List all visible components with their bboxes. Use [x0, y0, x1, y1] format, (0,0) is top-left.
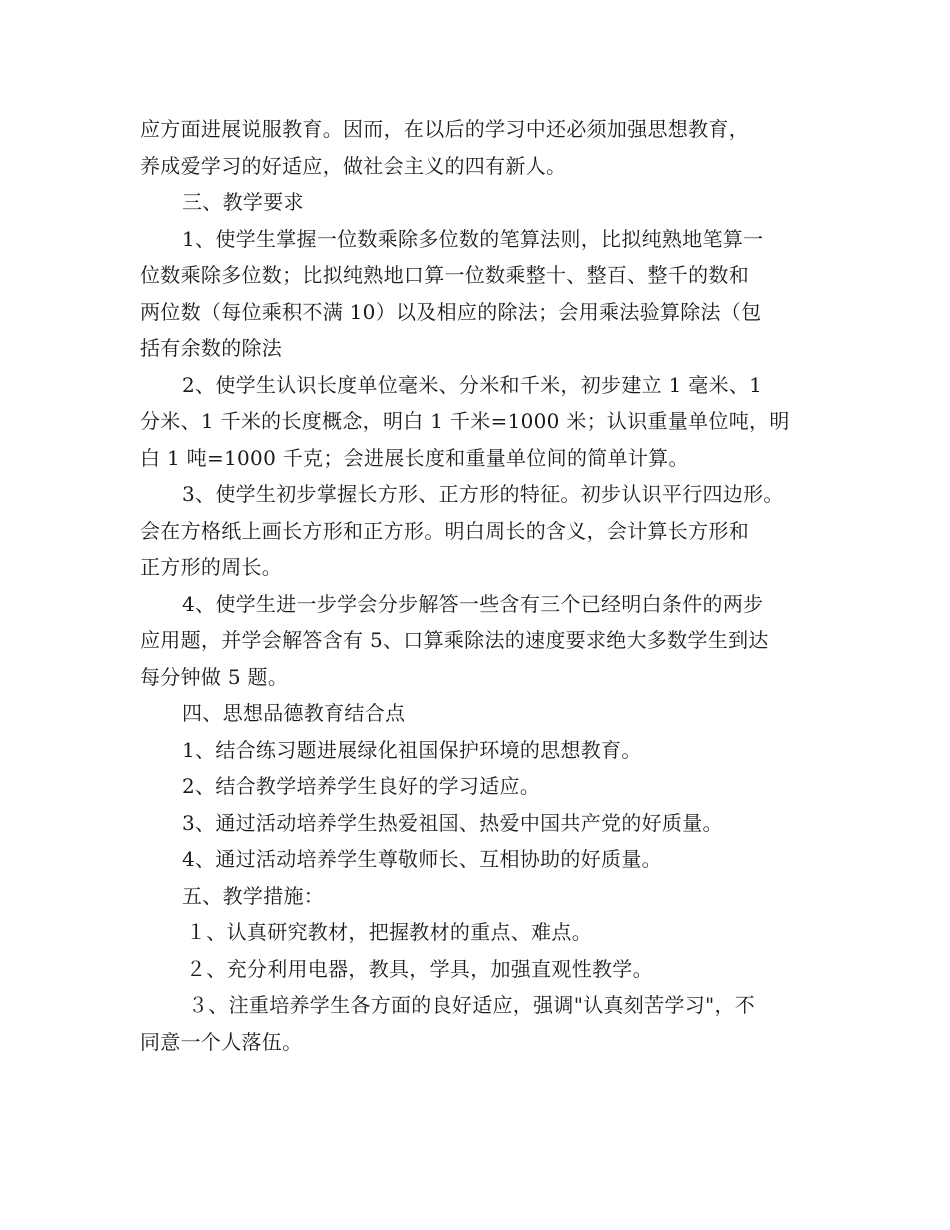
paragraph-line: 白 1 吨=1000 千克；会进展长度和重量单位间的简单计算。 — [140, 445, 689, 470]
paragraph-line: 两位数（每位乘积不满 10）以及相应的除法；会用乘法验算除法（包 — [140, 299, 762, 324]
paragraph-line: 4、通过活动培养学生尊敬师长、互相协助的好质量。 — [182, 847, 662, 871]
paragraph-line: 括有余数的除法 — [140, 336, 283, 360]
section-heading: 五、教学措施： — [182, 883, 325, 908]
paragraph-line: ３、注重培养学生各方面的良好适应，强调"认真刻苦学习"，不 — [188, 993, 756, 1017]
paragraph-line: 1、使学生掌握一位数乘除多位数的笔算法则，比拟纯熟地笔算一 — [182, 226, 764, 251]
paragraph-line: 正方形的周长。 — [140, 555, 283, 579]
paragraph-line: 每分钟做 5 题。 — [140, 664, 289, 689]
paragraph-line: ２、充分利用电器，教具，学具，加强直观性教学。 — [186, 956, 653, 981]
paragraph-line: 养成爱学习的好适应，做社会主义的四有新人。 — [140, 153, 567, 178]
document-body — [140, 111, 820, 1060]
paragraph-line: 位数乘除多位数；比拟纯熟地口算一位数乘整十、整百、整千的数和 — [140, 263, 749, 287]
paragraph-line: 应方面进展说服教育。因而，在以后的学习中还必须加强思想教育， — [140, 117, 749, 141]
paragraph-line: 同意一个人落伍。 — [140, 1029, 303, 1054]
section-heading: 三、教学要求 — [182, 190, 304, 214]
paragraph-line: 2、结合教学培养学生良好的学习适应。 — [182, 774, 541, 798]
paragraph-line: 3、通过活动培养学生热爱祖国、热爱中国共产党的好质量。 — [182, 810, 723, 835]
paragraph-line: 1、结合练习题进展绿化祖国保护环境的思想教育。 — [182, 737, 642, 762]
paragraph-line: 3、使学生初步掌握长方形、正方形的特征。初步认识平行四边形。 — [182, 482, 784, 506]
paragraph-line: 4、使学生进一步学会分步解答一些含有三个已经明白条件的两步 — [182, 591, 764, 616]
paragraph-line: 分米、1 千米的长度概念，明白 1 千米=1000 米；认识重量单位吨，明 — [140, 409, 790, 433]
paragraph-line: １、认真研究教材，把握教材的重点、难点。 — [186, 920, 592, 944]
paragraph-line: 应用题，并学会解答含有 5、口算乘除法的速度要求绝大多数学生到达 — [140, 628, 769, 652]
paragraph-line: 会在方格纸上画长方形和正方形。明白周长的含义，会计算长方形和 — [140, 518, 749, 543]
section-heading: 四、思想品德教育结合点 — [182, 701, 406, 725]
paragraph-line: 2、使学生认识长度单位毫米、分米和千米，初步建立 1 毫米、1 — [182, 372, 763, 397]
